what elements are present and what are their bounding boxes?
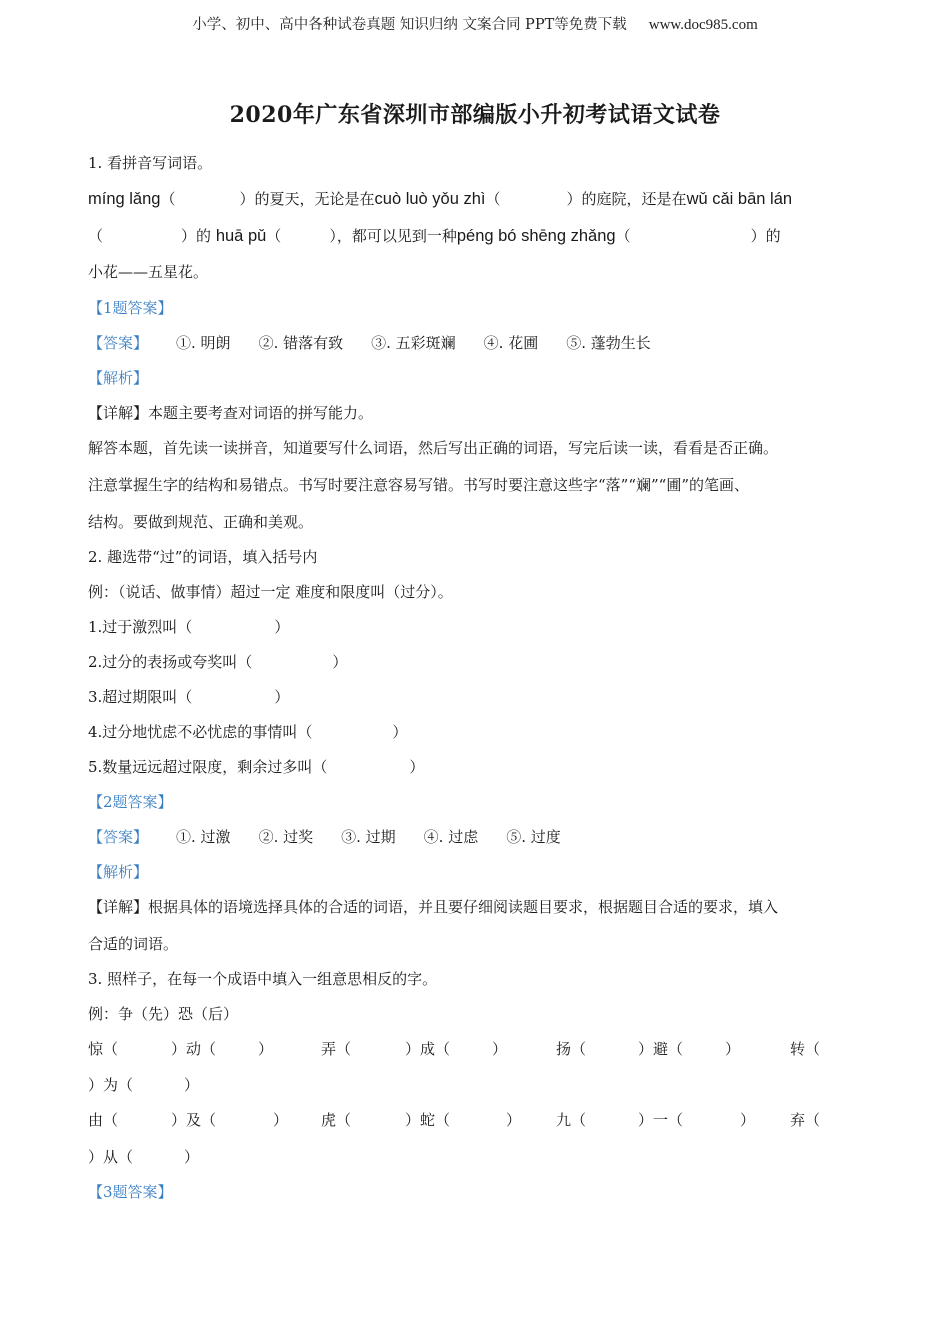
q2-item-2-text: 2.过分的表扬或夸奖叫（ xyxy=(88,653,253,671)
q1-answer-header: 【1题答案】 xyxy=(88,299,173,317)
detail-label: 【详解】 xyxy=(88,898,149,916)
q2-title: 2. 趣选带“过”的词语，填入括号内 xyxy=(88,548,318,566)
q1-line-1: míng lǎng（ ）的夏天，无论是在cuò luò yǒu zhì（ ）的庭院，还是在wǔ cǎi bān lán xyxy=(88,190,793,208)
q2-example: 例：（说话、做事情）超过一定 难度和限度叫（过分）。 xyxy=(88,583,453,601)
paren-close: ） xyxy=(274,618,290,636)
q3-title: 3. 照样子，在每一个成语中填入一组意思相反的字。 xyxy=(88,970,438,988)
q1-detail xyxy=(88,402,373,424)
q2-detail-2: 合适的词语。 xyxy=(88,935,179,953)
idiom-8-part-2: ）从（ xyxy=(88,1148,134,1166)
idiom-7-part-3: ） xyxy=(740,1111,756,1129)
q2-item-1-text: 1.过于激烈叫（ xyxy=(88,618,193,636)
idiom-8-part-1: 弃（ xyxy=(790,1111,821,1129)
idiom-5-part-3: ） xyxy=(273,1111,289,1129)
idiom-5-part-1: 由（ xyxy=(88,1111,119,1129)
q2-analysis-label: 【解析】 xyxy=(88,863,149,881)
q1-title: 1. 看拼音写词语。 xyxy=(88,154,213,172)
idiom-4-part-1: 转（ xyxy=(790,1040,821,1058)
idiom-4-part-3: ） xyxy=(184,1076,200,1094)
q2-item-3-text: 3.超过期限叫（ xyxy=(88,688,193,706)
pinyin-4: huā pǔ xyxy=(215,227,267,245)
q2-answer-header: 【2题答案】 xyxy=(88,793,173,811)
q1-para-2: 注意掌握生字的结构和易错点。书写时要注意容易写错。书写时要注意这些字“落”“斓”“圃”的笔画、 xyxy=(88,476,750,494)
idiom-7-part-2: ）一（ xyxy=(638,1111,684,1129)
idiom-8-part-3: ） xyxy=(184,1148,200,1166)
idiom-2-part-2: ）成（ xyxy=(405,1040,451,1058)
idiom-6-part-2: ）蛇（ xyxy=(405,1111,451,1129)
q1-text-3: 的 xyxy=(196,227,212,245)
header-text: 小学、初中、高中各种试卷真题 知识归纳 文案合同 PPT等免费下载 xyxy=(192,17,627,33)
q2-answer-4: ④. 过虑 xyxy=(423,828,479,846)
q2-answer-1: ①. 过激 xyxy=(176,828,231,846)
idiom-2-part-1: 弄（ xyxy=(321,1040,352,1058)
pinyin-5: péng bó shēng zhǎng xyxy=(456,227,616,245)
q1-para-1: 解答本题，首先读一读拼音，知道要写什么词语，然后写出正确的词语，写完后读一读，看看是否正确。 xyxy=(88,439,779,457)
q2-answer-row xyxy=(88,826,561,848)
detail-text: 根据具体的语境选择具体的合适的词语，并且要仔细阅读题目要求，根据题目合适的要求，填入 xyxy=(148,898,779,916)
q1-answer-3: ③. 五彩斑斓 xyxy=(371,334,456,352)
q2-detail xyxy=(88,896,778,918)
q2-answer-5: ⑤. 过度 xyxy=(506,828,561,846)
idiom-1-part-1: 惊（ xyxy=(88,1040,119,1058)
pinyin-3: wǔ cǎi bān lán xyxy=(686,190,793,208)
q1-text-4: ，都可以见到一种 xyxy=(336,227,457,245)
idiom-6-part-1: 虎（ xyxy=(321,1111,352,1129)
idiom-5-part-2: ）及（ xyxy=(171,1111,217,1129)
detail-label: 【详解】 xyxy=(88,404,149,422)
answer-label: 【答案】 xyxy=(88,828,149,846)
q2-item-3 xyxy=(88,686,289,708)
pinyin-2: cuò luò yǒu zhì xyxy=(374,190,486,208)
q1-para-3: 结构。要做到规范、正确和美观。 xyxy=(88,513,314,531)
q2-item-5-text: 5.数量远远超过限度，剩余过多叫（ xyxy=(88,758,328,776)
detail-text: 本题主要考查对词语的拼写能力。 xyxy=(148,404,374,422)
q3-answer-header: 【3题答案】 xyxy=(88,1183,173,1201)
q1-text-1: 的夏天，无论是在 xyxy=(254,190,375,208)
q1-answer-2: ②. 错落有致 xyxy=(258,334,344,352)
q1-answer-5: ⑤. 蓬勃生长 xyxy=(566,334,651,352)
idiom-3-part-2: ）避（ xyxy=(638,1040,684,1058)
paren-close: ） xyxy=(274,688,290,706)
q1-analysis-label: 【解析】 xyxy=(88,369,149,387)
q1-text-6: 小花——五星花。 xyxy=(88,263,209,281)
q2-answer-3: ③. 过期 xyxy=(341,828,396,846)
q2-item-2 xyxy=(88,651,347,673)
q1-answer-4: ④. 花圃 xyxy=(483,334,539,352)
pinyin-1: míng lǎng xyxy=(88,190,161,208)
q1-text-2: 的庭院，还是在 xyxy=(581,190,687,208)
idiom-4-part-2: ）为（ xyxy=(88,1076,134,1094)
answer-label: 【答案】 xyxy=(88,334,149,352)
page-title: 2020年广东省深圳市部编版小升初考试语文试卷 xyxy=(229,102,721,128)
idiom-1-part-2: ）动（ xyxy=(171,1040,217,1058)
q2-answer-2: ②. 过奖 xyxy=(258,828,314,846)
q2-item-1 xyxy=(88,616,289,638)
q1-line-2: （ ）的 huā pǔ（ ），都可以见到一种péng bó shēng zhǎng（ ）的 xyxy=(88,227,781,245)
paren-close: ） xyxy=(409,758,425,776)
idiom-3-part-3: ） xyxy=(725,1040,741,1058)
idiom-7-part-1: 九（ xyxy=(556,1111,587,1129)
paren-close: ） xyxy=(332,653,348,671)
idiom-1-part-3: ） xyxy=(258,1040,274,1058)
header-url[interactable]: www.doc985.com xyxy=(648,17,758,33)
paren-close: ） xyxy=(392,723,408,741)
page-header xyxy=(0,13,950,34)
idiom-3-part-1: 扬（ xyxy=(556,1040,587,1058)
q2-item-4-text: 4.过分地忧虑不必忧虑的事情叫（ xyxy=(88,723,313,741)
q2-item-4 xyxy=(88,721,407,743)
q2-item-5 xyxy=(88,756,424,778)
q1-text-5: 的 xyxy=(765,227,781,245)
q1-answer-row xyxy=(88,332,651,354)
q1-answer-1: ①. 明朗 xyxy=(176,334,231,352)
q3-example: 例：争（先）恐（后） xyxy=(88,1005,239,1023)
idiom-2-part-3: ） xyxy=(492,1040,508,1058)
idiom-6-part-3: ） xyxy=(506,1111,522,1129)
